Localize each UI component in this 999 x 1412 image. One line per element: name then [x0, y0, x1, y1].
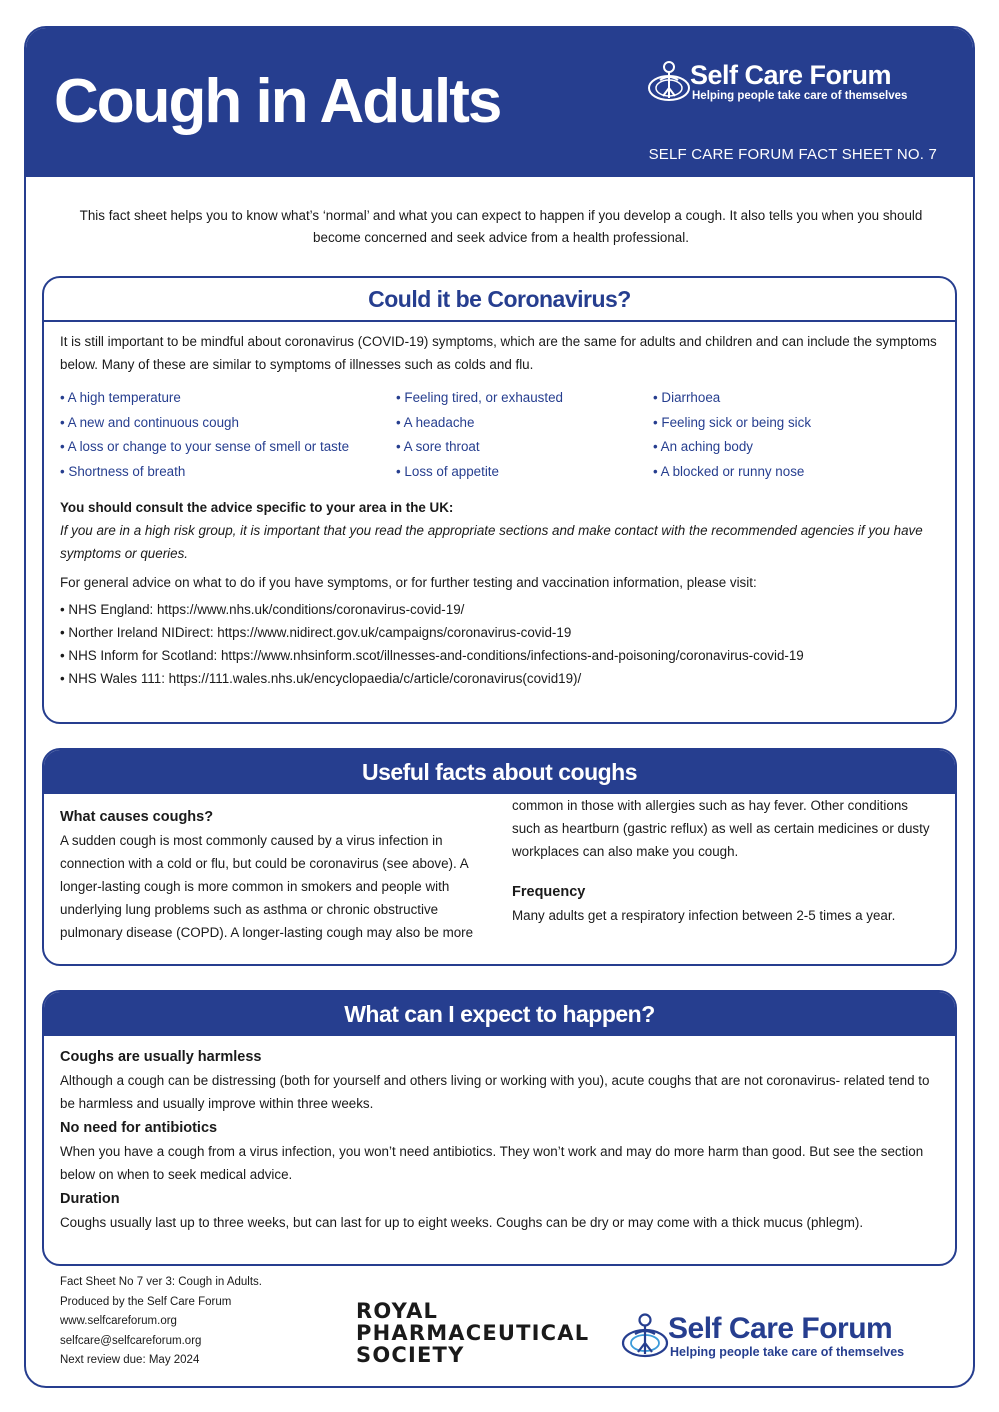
expectations-section — [42, 990, 957, 1266]
harmless-text: Although a cough can be distressing (both for yourself and others living or working with you), acute coughs that are not coronavirus- related tend to be harmless and usually improve within three weeks. — [60, 1073, 930, 1111]
symptom-item: • Diarrhoea — [653, 386, 913, 411]
footer-line: Next review due: May 2024 — [60, 1354, 200, 1366]
advice-links — [60, 598, 939, 690]
footer-credits — [60, 1273, 262, 1371]
antibiotics-text: When you have a cough from a virus infection, you won’t need antibiotics. They won’t work and may do more harm than good. But see the section below on when to seek medical advice. — [60, 1144, 924, 1182]
footer-line: Fact Sheet No 7 ver 3: Cough in Adults. — [60, 1276, 263, 1288]
symptom-item: • A high temperature — [60, 386, 396, 411]
frequency-text: Many adults get a respiratory infection between 2-5 times a year. — [512, 908, 896, 923]
header-logo — [646, 58, 946, 106]
symptom-item: • Loss of appetite — [396, 460, 653, 485]
frequency-heading: Frequency — [512, 884, 586, 900]
footer-logo — [620, 1310, 960, 1362]
symptom-list — [60, 386, 939, 484]
footer-tagline: Helping people take care of themselves — [670, 1345, 905, 1359]
page-title: Cough in Adults — [54, 67, 501, 136]
symptom-item: • An aching body — [653, 435, 913, 460]
header-banner — [26, 28, 973, 177]
symptom-item: • Feeling tired, or exhausted — [396, 386, 653, 411]
advice-link[interactable]: • NHS Inform for Scotland: https://www.nhsinform.scot/illnesses-and-conditions/infections-and-poisoning/coronavirus-covid-19 — [60, 644, 939, 667]
symptom-item: • A loss or change to your sense of smell or taste — [60, 435, 396, 460]
self-care-forum-logo-icon — [646, 58, 692, 104]
rps-line: PHARMACEUTICAL — [356, 1321, 590, 1345]
footer-website-link[interactable]: www.selfcareforum.org — [60, 1315, 177, 1327]
consult-note: If you are in a high risk group, it is important that you read the appropriate sections and make contact with the recommended agencies if you have symptoms or queries. — [60, 523, 923, 561]
duration-heading: Duration — [60, 1191, 120, 1207]
symptom-item: • A sore throat — [396, 435, 653, 460]
coronavirus-paragraph: It is still important to be mindful about coronavirus (COVID-19) symptoms, which are the same for adults and children and can include the symptoms below. Many of these are similar to symptoms of illnesses such as colds and flu. — [60, 334, 937, 372]
rps-line: SOCIETY — [356, 1343, 465, 1367]
symptom-item: • Feeling sick or being sick — [653, 411, 913, 436]
rps-line: ROYAL — [356, 1299, 439, 1323]
useful-facts-section — [42, 748, 957, 966]
symptom-item: • A blocked or runny nose — [653, 460, 913, 485]
symptom-item: • Shortness of breath — [60, 460, 396, 485]
antibiotics-heading: No need for antibiotics — [60, 1120, 218, 1136]
harmless-heading: Coughs are usually harmless — [60, 1049, 262, 1065]
consult-heading: You should consult the advice specific to your area in the UK: — [60, 500, 454, 515]
coronavirus-section — [42, 276, 957, 724]
causes-text: A sudden cough is most commonly caused by a virus infection in connection with a cold or flu, but could be coronavirus (see above). A longer-lasting cough is more common in smokers and people with underlying lung problems such as asthma or chronic obstructive pulmonary disease (COPD). A longer-lasting cough may also be more — [60, 833, 474, 940]
intro-text: This fact sheet helps you to know what’s ‘normal’ and what you can expect to happen if you develop a cough. It also tells you when you should become concerned and seek advice from a health professional. — [79, 208, 923, 245]
header-brand-name: Self Care Forum — [690, 60, 892, 90]
coronavirus-heading: Could it be Coronavirus? — [44, 278, 955, 322]
footer-line: Produced by the Self Care Forum — [60, 1295, 232, 1308]
header-tagline: Helping people take care of themselves — [692, 90, 908, 102]
royal-pharmaceutical-society-logo — [356, 1300, 589, 1366]
symptom-item: • A new and continuous cough — [60, 411, 396, 436]
expectations-heading: What can I expect to happen? — [44, 992, 955, 1036]
general-advice: For general advice on what to do if you have symptoms, or for further testing and vaccination information, please visit: — [60, 575, 757, 590]
advice-link[interactable]: • NHS Wales 111: https://111.wales.nhs.uk/encyclopaedia/c/article/coronavirus(covid19)/ — [60, 667, 939, 690]
duration-text: Coughs usually last up to three weeks, but can last for up to eight weeks. Coughs can be dry or may come with a thick mucus (phlegm). — [60, 1215, 864, 1230]
footer-email-link[interactable]: selfcare@selfcareforum.org — [60, 1334, 202, 1347]
causes-text-continued: common in those with allergies such as hay fever. Other conditions such as heartburn (gastric reflux) as well as certain medicines or dusty workplaces can also make you cough. — [512, 798, 930, 859]
advice-link[interactable]: • NHS England: https://www.nhs.uk/conditions/coronavirus-covid-19/ — [60, 598, 939, 621]
footer-brand-name: Self Care Forum — [668, 1312, 893, 1345]
fact-sheet-number: SELF CARE FORUM FACT SHEET NO. 7 — [648, 146, 937, 163]
symptom-item: • A headache — [396, 411, 653, 436]
causes-heading: What causes coughs? — [60, 809, 214, 825]
self-care-forum-logo-icon — [620, 1310, 670, 1360]
useful-facts-heading: Useful facts about coughs — [44, 750, 955, 794]
fact-sheet — [24, 26, 975, 1388]
advice-link[interactable]: • Norther Ireland NIDirect: https://www.nidirect.gov.uk/campaigns/coronavirus-covid-19 — [60, 621, 939, 644]
